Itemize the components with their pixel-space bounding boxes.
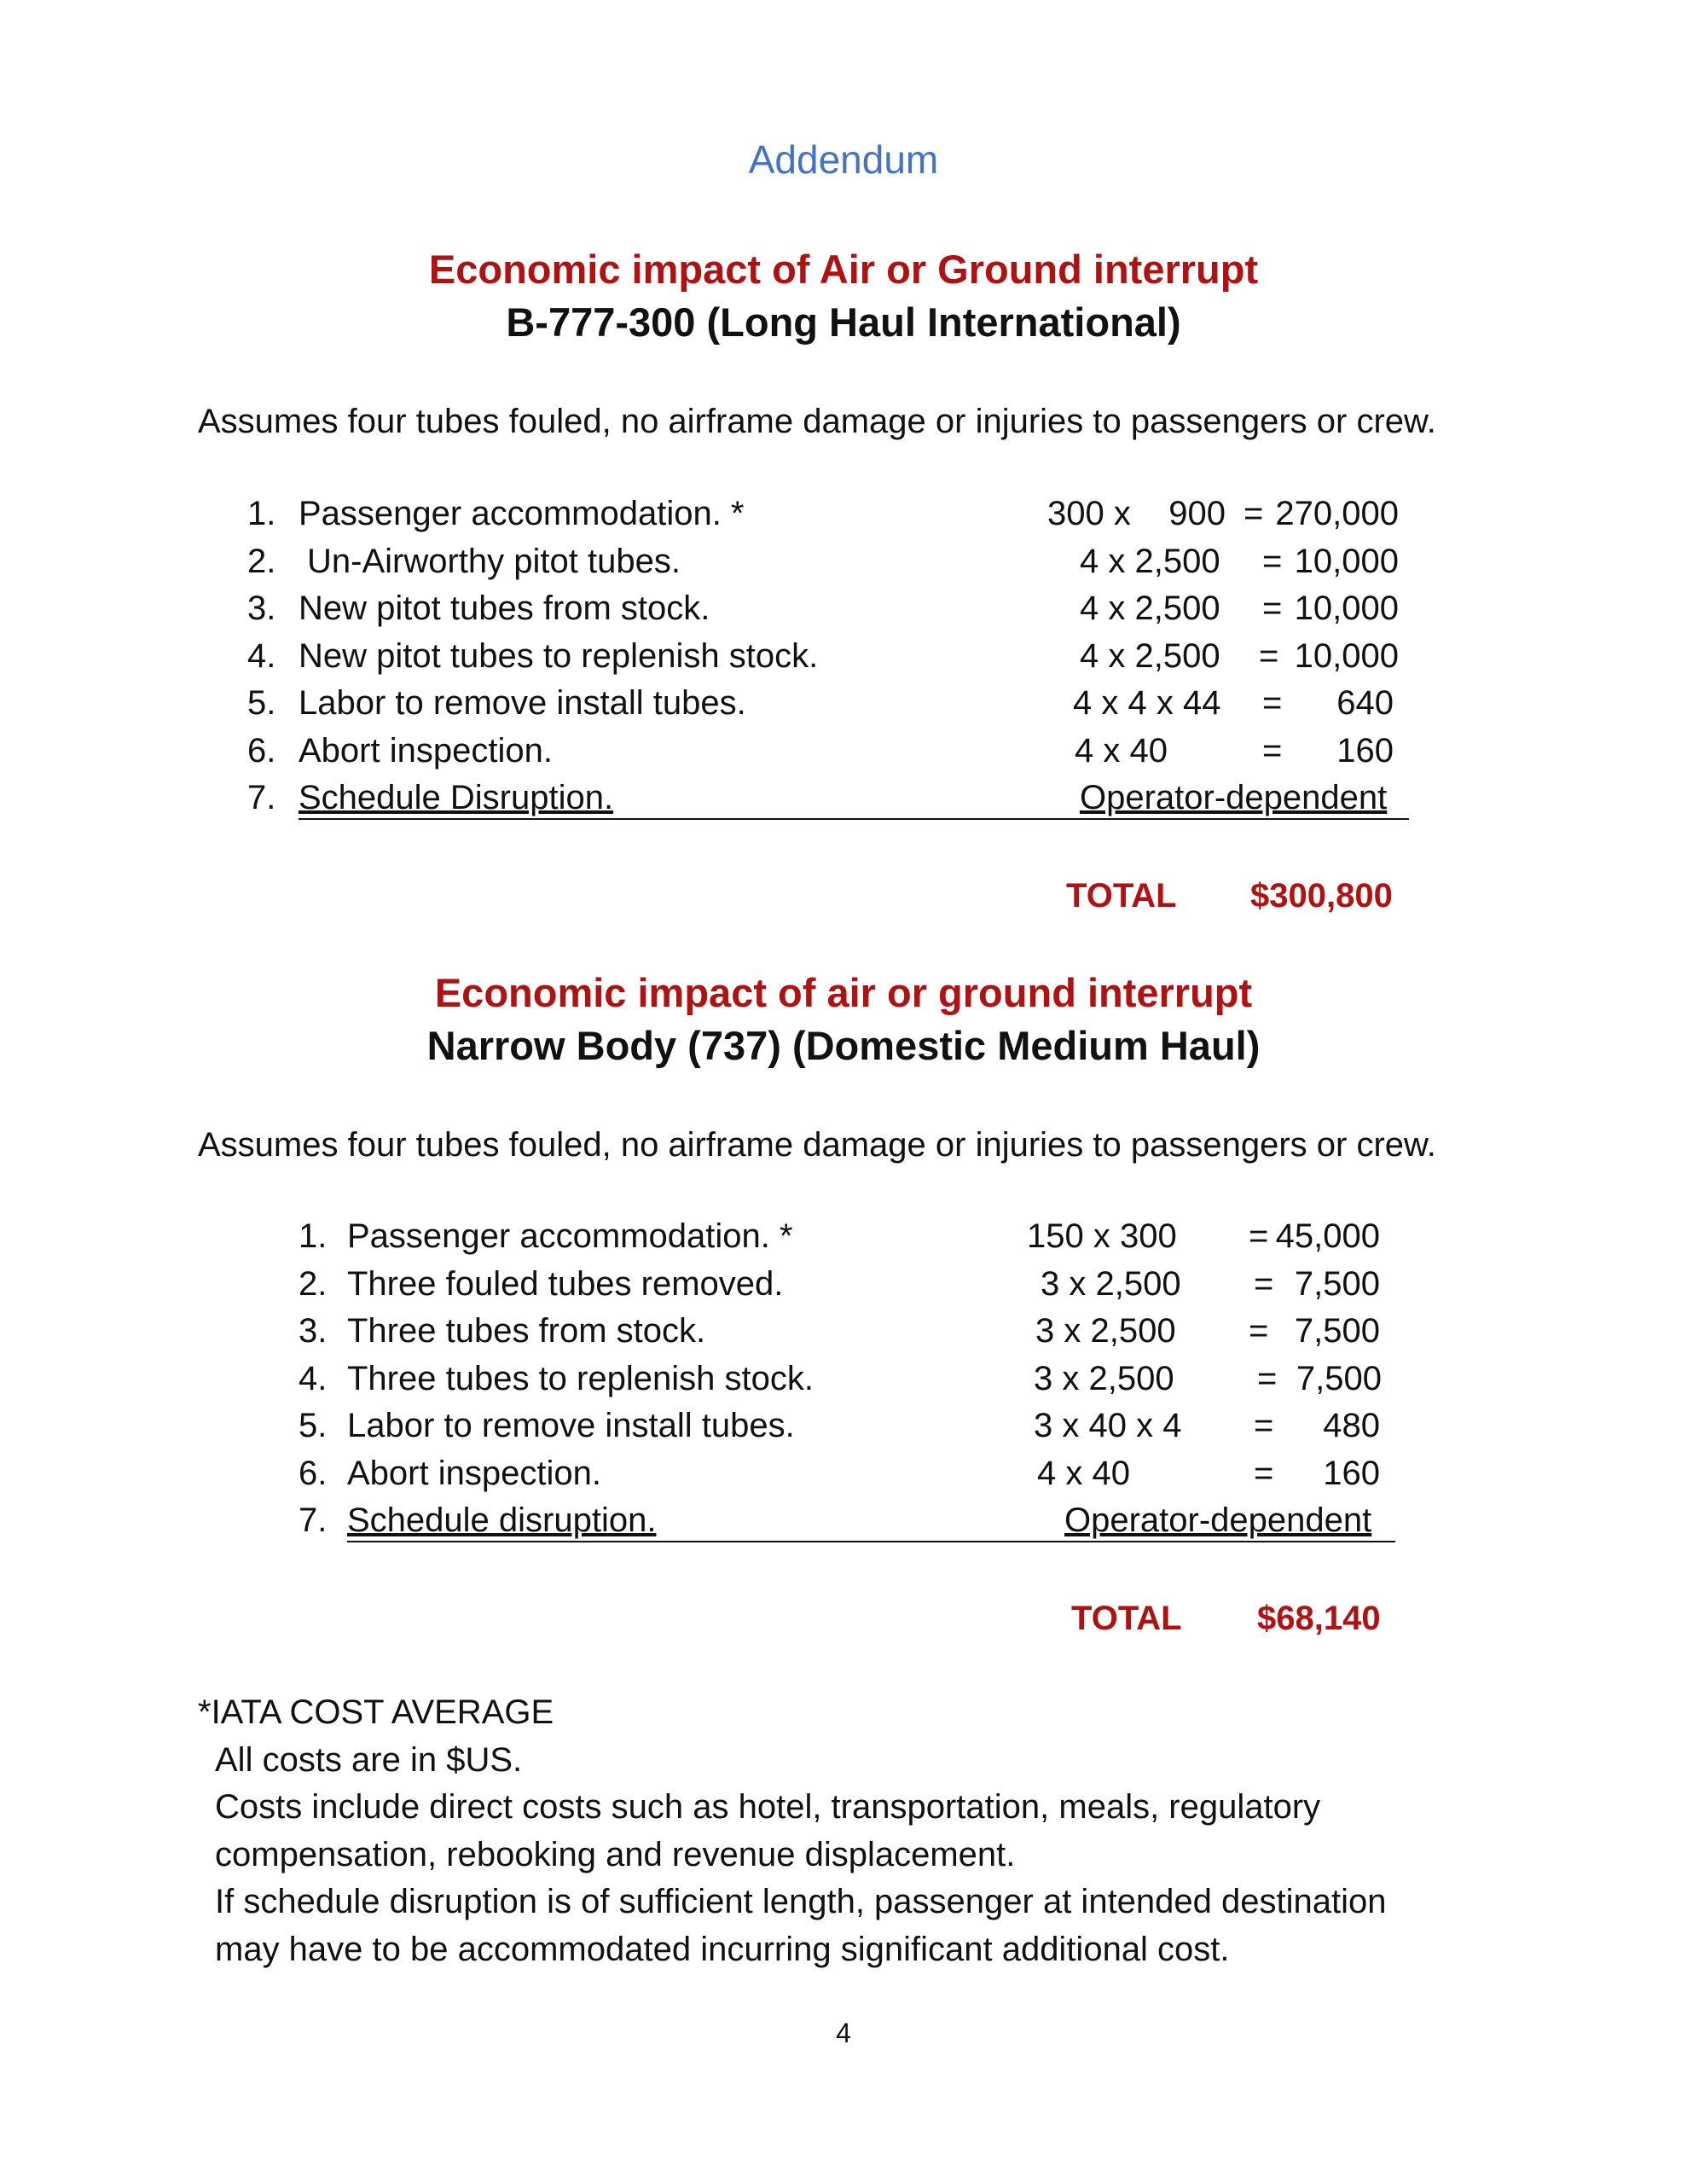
section1-total-value: $300,800 bbox=[1250, 877, 1393, 915]
item-label: New pitot tubes to replenish stock. bbox=[299, 636, 819, 675]
section1-subtitle: B-777-300 (Long Haul International) bbox=[506, 299, 1181, 345]
item-result: 7,500 bbox=[1296, 1359, 1382, 1397]
item-calculation: 4 x 2,500 bbox=[1080, 636, 1220, 675]
item-result: 7,500 bbox=[1294, 1312, 1380, 1350]
item-calculation: 4 x 40 bbox=[1037, 1454, 1130, 1492]
section2-cost-list bbox=[299, 1217, 1424, 1549]
item-calculation: 3 x 2,500 bbox=[1041, 1264, 1181, 1303]
item-result: 10,000 bbox=[1294, 636, 1399, 675]
footnote-line: All costs are in $US. bbox=[215, 1741, 523, 1779]
footnote-line: compensation, rebooking and revenue displacement. bbox=[215, 1836, 1016, 1873]
item-label: Abort inspection. bbox=[299, 731, 553, 770]
item-number: 3. bbox=[299, 1312, 328, 1350]
item-result: 160 bbox=[1323, 1454, 1380, 1492]
operator-dependent-value: Operator-dependent bbox=[1080, 779, 1388, 816]
item-number: 6. bbox=[299, 1454, 328, 1492]
list-item bbox=[247, 543, 1424, 590]
list-item bbox=[299, 1407, 1424, 1455]
item-calculation: 3 x 2,500 bbox=[1034, 1359, 1174, 1397]
item-equals: = bbox=[1249, 1312, 1269, 1350]
item-label: Un-Airworthy pitot tubes. bbox=[307, 542, 681, 580]
footnote-line: If schedule disruption is of sufficient length, passenger at intended destination bbox=[215, 1883, 1387, 1920]
item-number: 4. bbox=[247, 636, 276, 675]
list-item bbox=[299, 1455, 1424, 1502]
item-label: Three tubes to replenish stock. bbox=[347, 1359, 814, 1397]
item-label: Three fouled tubes removed. bbox=[347, 1264, 784, 1303]
section2-total-label: TOTAL bbox=[1071, 1600, 1182, 1637]
item-number: 1. bbox=[299, 1217, 328, 1255]
item-label: Three tubes from stock. bbox=[347, 1312, 706, 1350]
item-label: Passenger accommodation. * bbox=[299, 495, 745, 532]
footnote-line: Costs include direct costs such as hotel, transportation, meals, regulatory bbox=[215, 1788, 1321, 1826]
section1-title: Economic impact of Air or Ground interrupt bbox=[428, 247, 1259, 292]
operator-dependent-value: Operator-dependent bbox=[1064, 1502, 1372, 1539]
item-equals: = bbox=[1254, 1454, 1274, 1492]
list-item bbox=[247, 732, 1424, 780]
item-label: New pitot tubes from stock. bbox=[299, 590, 710, 627]
item-calculation: 4 x 2,500 bbox=[1080, 542, 1220, 580]
item-equals: = bbox=[1244, 495, 1264, 532]
list-item bbox=[299, 1217, 1424, 1265]
item-result: 10,000 bbox=[1294, 542, 1399, 580]
item-calculation: 4 x 4 x 44 bbox=[1073, 684, 1221, 722]
item-label: Passenger accommodation. * bbox=[347, 1217, 793, 1255]
item-equals: = bbox=[1257, 1359, 1278, 1397]
item-label: Schedule disruption. bbox=[347, 1502, 657, 1539]
item-equals: = bbox=[1262, 590, 1283, 627]
item-calculation: 300 x 900 bbox=[1047, 495, 1226, 532]
item-calculation: 3 x 2,500 bbox=[1035, 1312, 1176, 1350]
list-item bbox=[299, 1360, 1424, 1408]
page-number: 4 bbox=[836, 2018, 851, 2048]
section1-total-label: TOTAL bbox=[1066, 877, 1177, 915]
item-calculation: 3 x 40 x 4 bbox=[1034, 1407, 1182, 1444]
item-number: 5. bbox=[247, 684, 276, 722]
item-result: 160 bbox=[1336, 731, 1394, 770]
list-item bbox=[247, 590, 1424, 637]
section1-cost-list bbox=[247, 495, 1424, 827]
item-equals: = bbox=[1254, 1407, 1274, 1444]
divider bbox=[299, 818, 1409, 820]
section1-assumption: Assumes four tubes fouled, no airframe damage or injuries to passengers or crew. bbox=[198, 403, 1436, 440]
item-label: Schedule Disruption. bbox=[299, 779, 614, 816]
addendum-title: Addendum bbox=[748, 137, 939, 182]
item-equals: = bbox=[1262, 731, 1283, 770]
item-result: 7,500 bbox=[1294, 1264, 1380, 1303]
item-number: 3. bbox=[247, 590, 276, 627]
list-item bbox=[299, 1265, 1424, 1313]
item-calculation: 150 x 300 bbox=[1027, 1217, 1177, 1255]
item-number: 2. bbox=[299, 1264, 328, 1303]
list-item bbox=[299, 1312, 1424, 1360]
list-item bbox=[247, 495, 1424, 543]
list-item bbox=[247, 684, 1424, 732]
section2-total-value: $68,140 bbox=[1257, 1600, 1381, 1637]
item-equals: = bbox=[1254, 1264, 1274, 1303]
item-number: 6. bbox=[247, 731, 276, 770]
item-calculation: 4 x 40 bbox=[1075, 731, 1168, 770]
item-number: 5. bbox=[299, 1407, 328, 1444]
item-label: Abort inspection. bbox=[347, 1454, 601, 1492]
item-result: 10,000 bbox=[1294, 590, 1399, 627]
item-result: 480 bbox=[1323, 1407, 1380, 1444]
item-label: Labor to remove install tubes. bbox=[299, 684, 746, 722]
item-number: 2. bbox=[247, 542, 276, 580]
list-item bbox=[247, 637, 1424, 685]
item-equals: = bbox=[1262, 542, 1283, 580]
footnote-line: may have to be accommodated incurring significant additional cost. bbox=[215, 1931, 1230, 1968]
section2-title: Economic impact of air or ground interrupt bbox=[434, 970, 1253, 1015]
item-result: 640 bbox=[1336, 684, 1394, 722]
item-number: 7. bbox=[247, 779, 276, 816]
item-label: Labor to remove install tubes. bbox=[347, 1407, 795, 1444]
section2-subtitle: Narrow Body (737) (Domestic Medium Haul) bbox=[426, 1023, 1261, 1068]
item-number: 4. bbox=[299, 1359, 328, 1397]
item-equals: = bbox=[1259, 636, 1279, 675]
footnote-heading: *IATA COST AVERAGE bbox=[198, 1693, 554, 1731]
item-equals: = bbox=[1262, 684, 1283, 722]
section2-assumption: Assumes four tubes fouled, no airframe damage or injuries to passengers or crew. bbox=[198, 1126, 1436, 1164]
item-calculation: 4 x 2,500 bbox=[1080, 590, 1220, 627]
item-equals: = bbox=[1249, 1217, 1269, 1255]
item-result: 45,000 bbox=[1275, 1217, 1380, 1255]
item-number: 7. bbox=[299, 1502, 328, 1539]
item-result: 270,000 bbox=[1275, 495, 1399, 532]
divider bbox=[347, 1541, 1395, 1542]
item-number: 1. bbox=[247, 495, 276, 532]
